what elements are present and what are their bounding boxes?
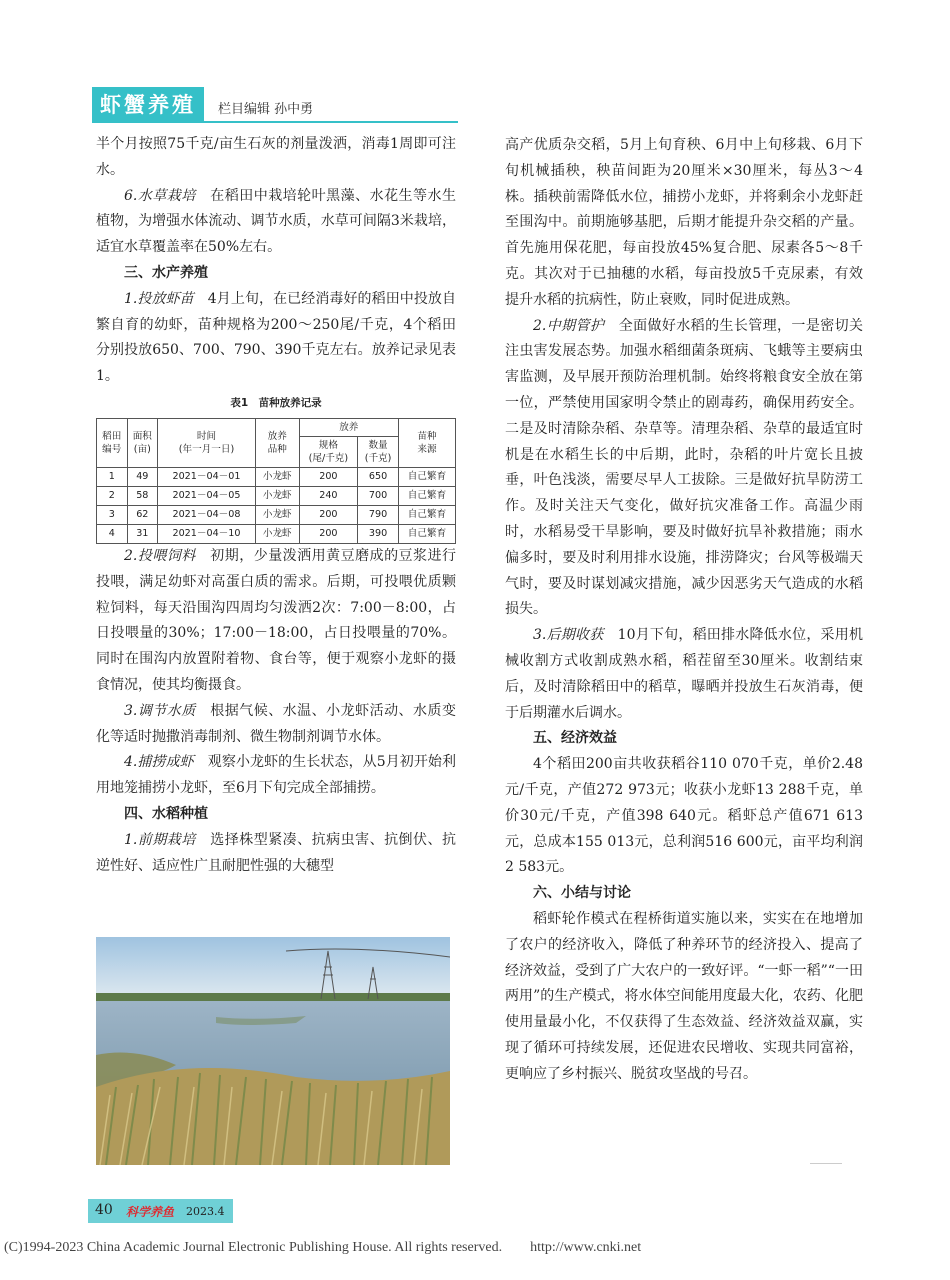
subheading: 1.投放虾苗 [124, 290, 194, 307]
col-header-stocking: 放养 [299, 418, 398, 436]
table-title: 表1 苗种放养记录 [230, 396, 322, 409]
table-cell: 49 [127, 467, 158, 486]
subheading: 3.调节水质 [124, 702, 196, 719]
section-title: 虾蟹养殖 [100, 93, 196, 117]
paragraph: 半个月按照75千克/亩生石灰的剂量泼洒，消毒1周即可注水。 [96, 136, 456, 178]
table-body [97, 467, 456, 543]
table-cell: 390 [358, 524, 399, 543]
section-heading: 六、小结与讨论 [533, 885, 631, 902]
paragraph-text: 选择株型紧凑、抗病虫害、抗倒伏、抗逆性好、适应性广且耐肥性强的大穗型 [96, 831, 457, 874]
table-row [97, 467, 456, 486]
col-header-variety: 放养 品种 [255, 418, 299, 467]
right-column [505, 133, 863, 1087]
copyright-notice: (C)1994-2023 China Academic Journal Electronic Publishing House. All rights reserved. http://www.cnki.net [4, 1240, 642, 1255]
paragraph-text: 全面做好水稻的生长管理，一是密切关注虫害发展态势。加强水稻细菌条斑病、飞蛾等主要病虫害监测，及早展开预防治理机制。始终将粮食安全放在第一位，严禁使用国家明令禁止的剧毒药，确保用药安全。二是及时清除杂稻、杂草等。清理杂稻、杂草的最适宜时机是在水稻生长的中后期，此时，杂稻的叶片宽长且披垂，叶色浅淡，需要尽早人工拔除。三是做好抗旱防涝工作。及时关注天气变化，做好抗灾准备工作。高温少雨时，水稻易受干旱影响，要及时做好抗旱补救措施；雨水偏多时，要及时利用排水设施，排涝降灾；台风等极端天气时，要及时谋划减灾措施，减少因恶劣天气造成的水稻损失。 [505, 317, 864, 618]
subheading: 6.水草栽培 [124, 187, 196, 204]
section-banner [92, 87, 204, 121]
subheading: 2.投喂饲料 [124, 547, 196, 564]
paragraph: 稻虾轮作模式在程桥街道实施以来，实实在在地增加了农户的经济收入，降低了种养环节的经济投入、提高了经济效益，受到了广大农户的一致好评。“一虾一稻”“一田两用”的生产模式，将水体空间能用度最大化，农药、化肥使用量最小化，不仅获得了生态效益、经济效益双赢，实现了循环可持续发展，还促进农民增收、实现共同富裕，更响应了乡村振兴、脱贫攻坚战的号召。 [505, 910, 863, 1082]
table-cell: 62 [127, 505, 158, 524]
paragraph [96, 828, 456, 880]
table-cell: 200 [299, 505, 358, 524]
header-divider [92, 121, 458, 123]
col-header-source: 苗种 来源 [398, 418, 455, 467]
paragraph-text: 10月下旬，稻田排水降低水位，采用机械收割方式收割成熟水稻，稻茬留至30厘米。收割结束后，及时清除稻田中的稻草，曝晒并投放生石灰消毒，便于后期灌水后调水。 [505, 627, 863, 721]
paragraph [96, 287, 456, 390]
paragraph-text: 在稻田中栽培轮叶黑藻、水花生等水生植物，为增强水体流动、调节水质，水草可间隔3米栽培，适宜水草覆盖率在50%左右。 [96, 187, 457, 256]
col-header-field: 稻田 编号 [97, 418, 128, 467]
table-cell: 小龙虾 [255, 486, 299, 505]
table-cell: 200 [299, 467, 358, 486]
table-cell: 200 [299, 524, 358, 543]
stocking-table [96, 418, 456, 544]
page-number: 40 [95, 1202, 113, 1218]
subheading: 1.前期栽培 [124, 831, 196, 848]
table-cell: 3 [97, 505, 128, 524]
table-row [97, 505, 456, 524]
paragraph: 4个稻田200亩共收获稻谷110 070千克，单价2.48元/千克，产值272 973元；收获小龙虾13 288千克，单价30元/千克，产值398 640元。稻虾总产值671 613元，总成本155 013元，总利润516 600元，亩平均利润2 583元。 [505, 756, 863, 876]
table-cell: 自己繁育 [398, 524, 455, 543]
magazine-logo: 科学养鱼 [126, 1205, 175, 1219]
table-cell: 2 [97, 486, 128, 505]
end-rule [810, 1163, 842, 1164]
table-row [97, 524, 456, 543]
table-cell: 小龙虾 [255, 524, 299, 543]
paragraph [505, 623, 863, 726]
table-cell: 31 [127, 524, 158, 543]
table-cell: 自己繁育 [398, 486, 455, 505]
paragraph: 高产优质杂交稻，5月上旬育秧、6月中上旬移栽、6月下旬机械插秧，秧苗间距为20厘米×30厘米，每丛3～4株。插秧前需降低水位，捕捞小龙虾，并将剩余小龙虾赶至围沟中。前期施够基肥，后期才能提升杂交稻的产量。首先施用保花肥，每亩投放45%复合肥、尿素各5～8千克。其次对于已抽穗的水稻，每亩投放5千克尿素，有效提升水稻的抗病性，防止衰败，同时促进成熟。 [505, 137, 863, 308]
table-cell: 自己繁育 [398, 505, 455, 524]
table-cell: 650 [358, 467, 399, 486]
table-cell: 2021－04－08 [158, 505, 256, 524]
table-cell: 2021－04－10 [158, 524, 256, 543]
table-cell: 58 [127, 486, 158, 505]
column-editor: 栏目编辑 孙中勇 [218, 102, 314, 117]
table-cell: 小龙虾 [255, 505, 299, 524]
section-heading: 五、经济效益 [533, 730, 617, 747]
col-header-area: 面积 (亩) [127, 418, 158, 467]
table-row [97, 486, 456, 505]
section-heading: 四、水稻种植 [124, 805, 208, 822]
col-header-spec: 规格 (尾/千克) [299, 436, 358, 467]
rice-field-photo [96, 937, 450, 1165]
paragraph [96, 699, 456, 751]
paragraph [96, 544, 456, 699]
col-header-quantity: 数量 (千克) [358, 436, 399, 467]
subheading: 4.捕捞成虾 [124, 754, 194, 771]
paragraph [505, 314, 863, 624]
paragraph-text: 4月上旬，在已经消毒好的稻田中投放自繁自育的幼虾，苗种规格为200～250尾/千克，4个稻田分别投放650、700、790、390千克左右。放养记录见表1。 [96, 290, 456, 385]
paragraph-text: 观察小龙虾的生长状态，从5月初开始利用地笼捕捞小龙虾，至6月下旬完成全部捕捞。 [96, 754, 456, 797]
table-cell: 4 [97, 524, 128, 543]
left-column [96, 132, 456, 879]
col-header-date: 时间 (年一月一日) [158, 418, 256, 467]
paragraph [96, 750, 456, 802]
table-cell: 240 [299, 486, 358, 505]
table-cell: 2021－04－05 [158, 486, 256, 505]
paragraph-text: 初期，少量泼洒用黄豆磨成的豆浆进行投喂，满足幼虾对高蛋白质的需求。后期，可投喂优质颗粒饲料，每天沿围沟四周均匀泼洒2次：7:00－8:00，占日投喂量的30%；17:00－18:00，占日投喂量的70%。同时在围沟内放置附着物、食台等，便于观察小龙虾的摄食情况，使其均衡摄食。 [96, 547, 457, 693]
table-cell: 700 [358, 486, 399, 505]
table-cell: 自己繁育 [398, 467, 455, 486]
table-cell: 1 [97, 467, 128, 486]
table-cell: 小龙虾 [255, 467, 299, 486]
paragraph [96, 184, 456, 261]
section-heading: 三、水产养殖 [124, 264, 208, 281]
table-cell: 790 [358, 505, 399, 524]
issue-number: 2023.4 [186, 1205, 225, 1218]
table-cell: 2021－04－01 [158, 467, 256, 486]
paragraph-text: 根据气候、水温、小龙虾活动、水质变化等适时抛撒消毒制剂、微生物制剂调节水体。 [96, 702, 457, 745]
subheading: 3.后期收获 [533, 627, 604, 644]
subheading: 2.中期管护 [533, 317, 605, 334]
